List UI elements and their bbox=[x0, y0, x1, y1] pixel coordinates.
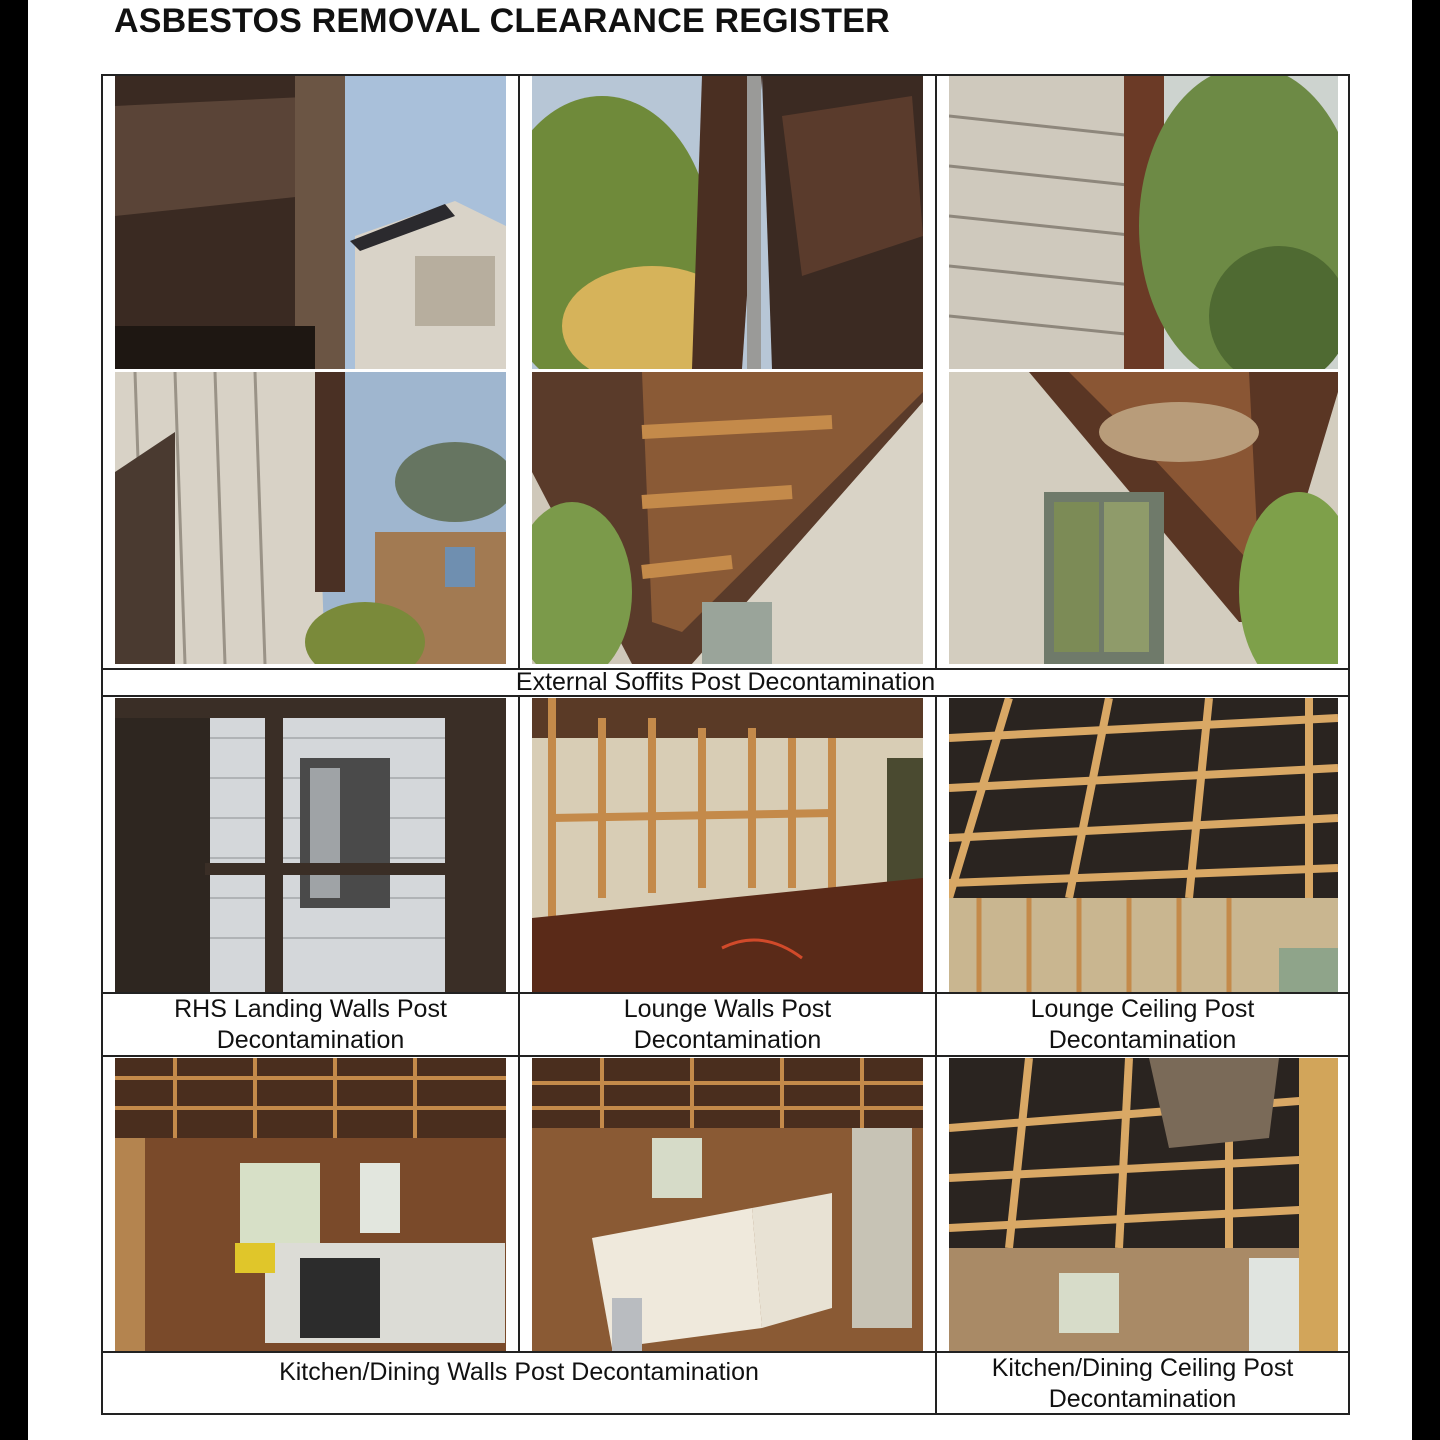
caption-text: Decontamination bbox=[216, 1025, 405, 1054]
caption-text: Kitchen/Dining Ceiling Post bbox=[991, 1354, 1294, 1382]
table-divider bbox=[518, 76, 520, 670]
caption-rhs-landing bbox=[103, 994, 518, 1055]
caption-text: Kitchen/Dining Walls Post Decontamination bbox=[279, 1358, 759, 1386]
caption-lounge-walls bbox=[520, 994, 935, 1055]
soffit-photo-2 bbox=[532, 76, 923, 369]
document-page bbox=[28, 0, 1412, 1440]
photo-register-table bbox=[101, 74, 1350, 1415]
kitchen-walls-photo-1 bbox=[115, 1058, 506, 1351]
caption-lounge-ceiling bbox=[937, 994, 1348, 1055]
soffit-photo-3 bbox=[949, 76, 1338, 369]
table-divider bbox=[518, 1056, 520, 1352]
soffit-photo-6 bbox=[949, 372, 1338, 664]
soffit-photo-5 bbox=[532, 372, 923, 664]
document-title: ASBESTOS REMOVAL CLEARANCE REGISTER bbox=[114, 2, 890, 40]
kitchen-ceiling-photo bbox=[949, 1058, 1338, 1351]
caption-external-soffits bbox=[103, 670, 1348, 695]
caption-text: Decontamination bbox=[633, 1025, 822, 1054]
rhs-landing-photo bbox=[115, 698, 506, 992]
caption-text: Decontamination bbox=[1048, 1025, 1237, 1054]
caption-text: Decontamination bbox=[1048, 1385, 1237, 1413]
kitchen-walls-photo-2 bbox=[532, 1058, 923, 1351]
caption-text: RHS Landing Walls Post bbox=[174, 994, 447, 1023]
table-divider bbox=[935, 76, 937, 670]
soffit-photo-1 bbox=[115, 76, 506, 369]
caption-text: Lounge Ceiling Post bbox=[1030, 994, 1255, 1023]
lounge-walls-photo bbox=[532, 698, 923, 992]
soffit-photo-4 bbox=[115, 372, 506, 664]
caption-text: Lounge Walls Post bbox=[623, 994, 832, 1023]
caption-kitchen-walls bbox=[103, 1353, 935, 1415]
lounge-ceiling-photo bbox=[949, 698, 1338, 992]
caption-text: External Soffits Post Decontamination bbox=[515, 668, 936, 696]
caption-kitchen-ceiling bbox=[937, 1353, 1348, 1415]
